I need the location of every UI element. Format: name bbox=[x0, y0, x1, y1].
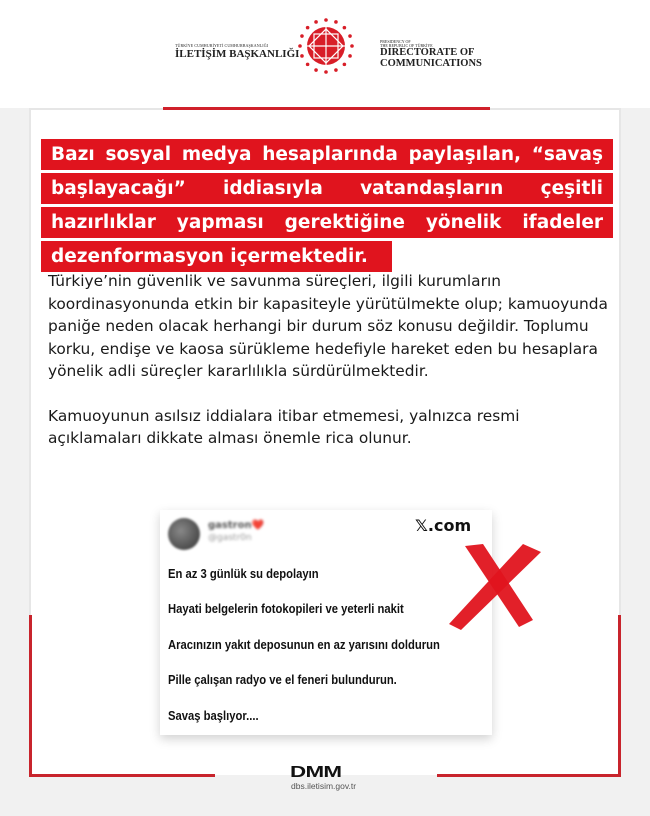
header bbox=[0, 0, 650, 108]
headline-line: başlayacağı” iddiasıyla vatandaşların çeşitli bbox=[41, 173, 613, 204]
star-icon bbox=[306, 26, 310, 30]
paragraph: Türkiye’nin güvenlik ve savunma süreçleri, ilgili kurumların koordinasyonunda etkin bir kapasiteyle yürütülmekte olup; kamuoyunda paniğe neden olacak herhangi bir durum söz konusu değildir. Toplumu korku, endişe ve kaosa sürükleme hedefiyle hareket eden bu hesaplara yönelik adli süreçler kararlılıkla sürdürülmektedir. bbox=[48, 272, 608, 380]
org-small-text: THE REPUBLIC OF TÜRKİYE bbox=[380, 43, 433, 48]
org-small-text: PRESIDENCY OF bbox=[380, 39, 411, 44]
logo-text-left bbox=[175, 43, 299, 60]
tweet-line: Aracınızın yakıt deposunun en az yarısını doldurun bbox=[168, 638, 440, 652]
tweet-line: Pille çalışan radyo ve el feneri bulundurun. bbox=[168, 673, 397, 687]
avatar bbox=[168, 518, 200, 550]
red-x-icon bbox=[425, 542, 545, 632]
tweet-handle: @gastr0n bbox=[208, 533, 252, 543]
emblem-icon bbox=[296, 16, 356, 76]
body-text bbox=[48, 270, 608, 472]
headline-line: Bazı sosyal medya hesaplarında paylaşılan, “savaş bbox=[41, 139, 613, 170]
tweet-line: En az 3 günlük su depolayın bbox=[168, 567, 319, 581]
star-icon bbox=[334, 20, 338, 24]
org-title: COMMUNICATIONS bbox=[380, 57, 482, 69]
dmm-logo: DMM bbox=[290, 764, 342, 781]
divider bbox=[437, 774, 621, 777]
logo-text-right bbox=[380, 40, 482, 69]
star-icon bbox=[300, 54, 304, 58]
divider bbox=[618, 615, 621, 777]
star-icon bbox=[300, 34, 304, 38]
star-icon bbox=[314, 20, 318, 24]
star-icon bbox=[306, 63, 310, 67]
org-small-text: TÜRKİYE CUMHURİYETİ CUMHURBAŞKANLIĞI bbox=[175, 43, 269, 48]
headline-line: hazırlıklar yapması gerektiğine yönelik ifadeler bbox=[41, 207, 613, 238]
divider bbox=[163, 107, 490, 110]
star-icon bbox=[348, 54, 352, 58]
star-icon bbox=[348, 34, 352, 38]
star-icon bbox=[324, 70, 328, 74]
footer-url[interactable]: dbs.iletisim.gov.tr bbox=[291, 781, 357, 791]
org-title: İLETİŞİM BAŞKANLIĞI bbox=[175, 48, 300, 60]
headline-line: dezenformasyon içermektedir. bbox=[41, 241, 392, 272]
paragraph: Kamuoyunun asılsız iddialara itibar etmemesi, yalnızca resmi açıklamaları dikkate alması önemle rica olunur. bbox=[48, 406, 520, 447]
x-logo: 𝕏.com bbox=[415, 516, 472, 535]
star-icon bbox=[334, 68, 338, 72]
star-icon bbox=[343, 63, 347, 67]
star-icon bbox=[324, 18, 328, 22]
divider bbox=[29, 774, 215, 777]
star-icon bbox=[314, 68, 318, 72]
star-icon bbox=[350, 44, 354, 48]
tweet-line: Savaş başlıyor.... bbox=[168, 709, 259, 723]
divider bbox=[29, 615, 32, 777]
star-icon bbox=[298, 44, 302, 48]
tweet-line: Hayati belgelerin fotokopileri ve yeterli nakit bbox=[168, 602, 404, 616]
tweet-username: gastron❤️ bbox=[208, 520, 265, 531]
star-icon bbox=[343, 26, 347, 30]
headline-banner bbox=[41, 139, 613, 279]
org-title: DIRECTORATE OF bbox=[380, 47, 475, 58]
